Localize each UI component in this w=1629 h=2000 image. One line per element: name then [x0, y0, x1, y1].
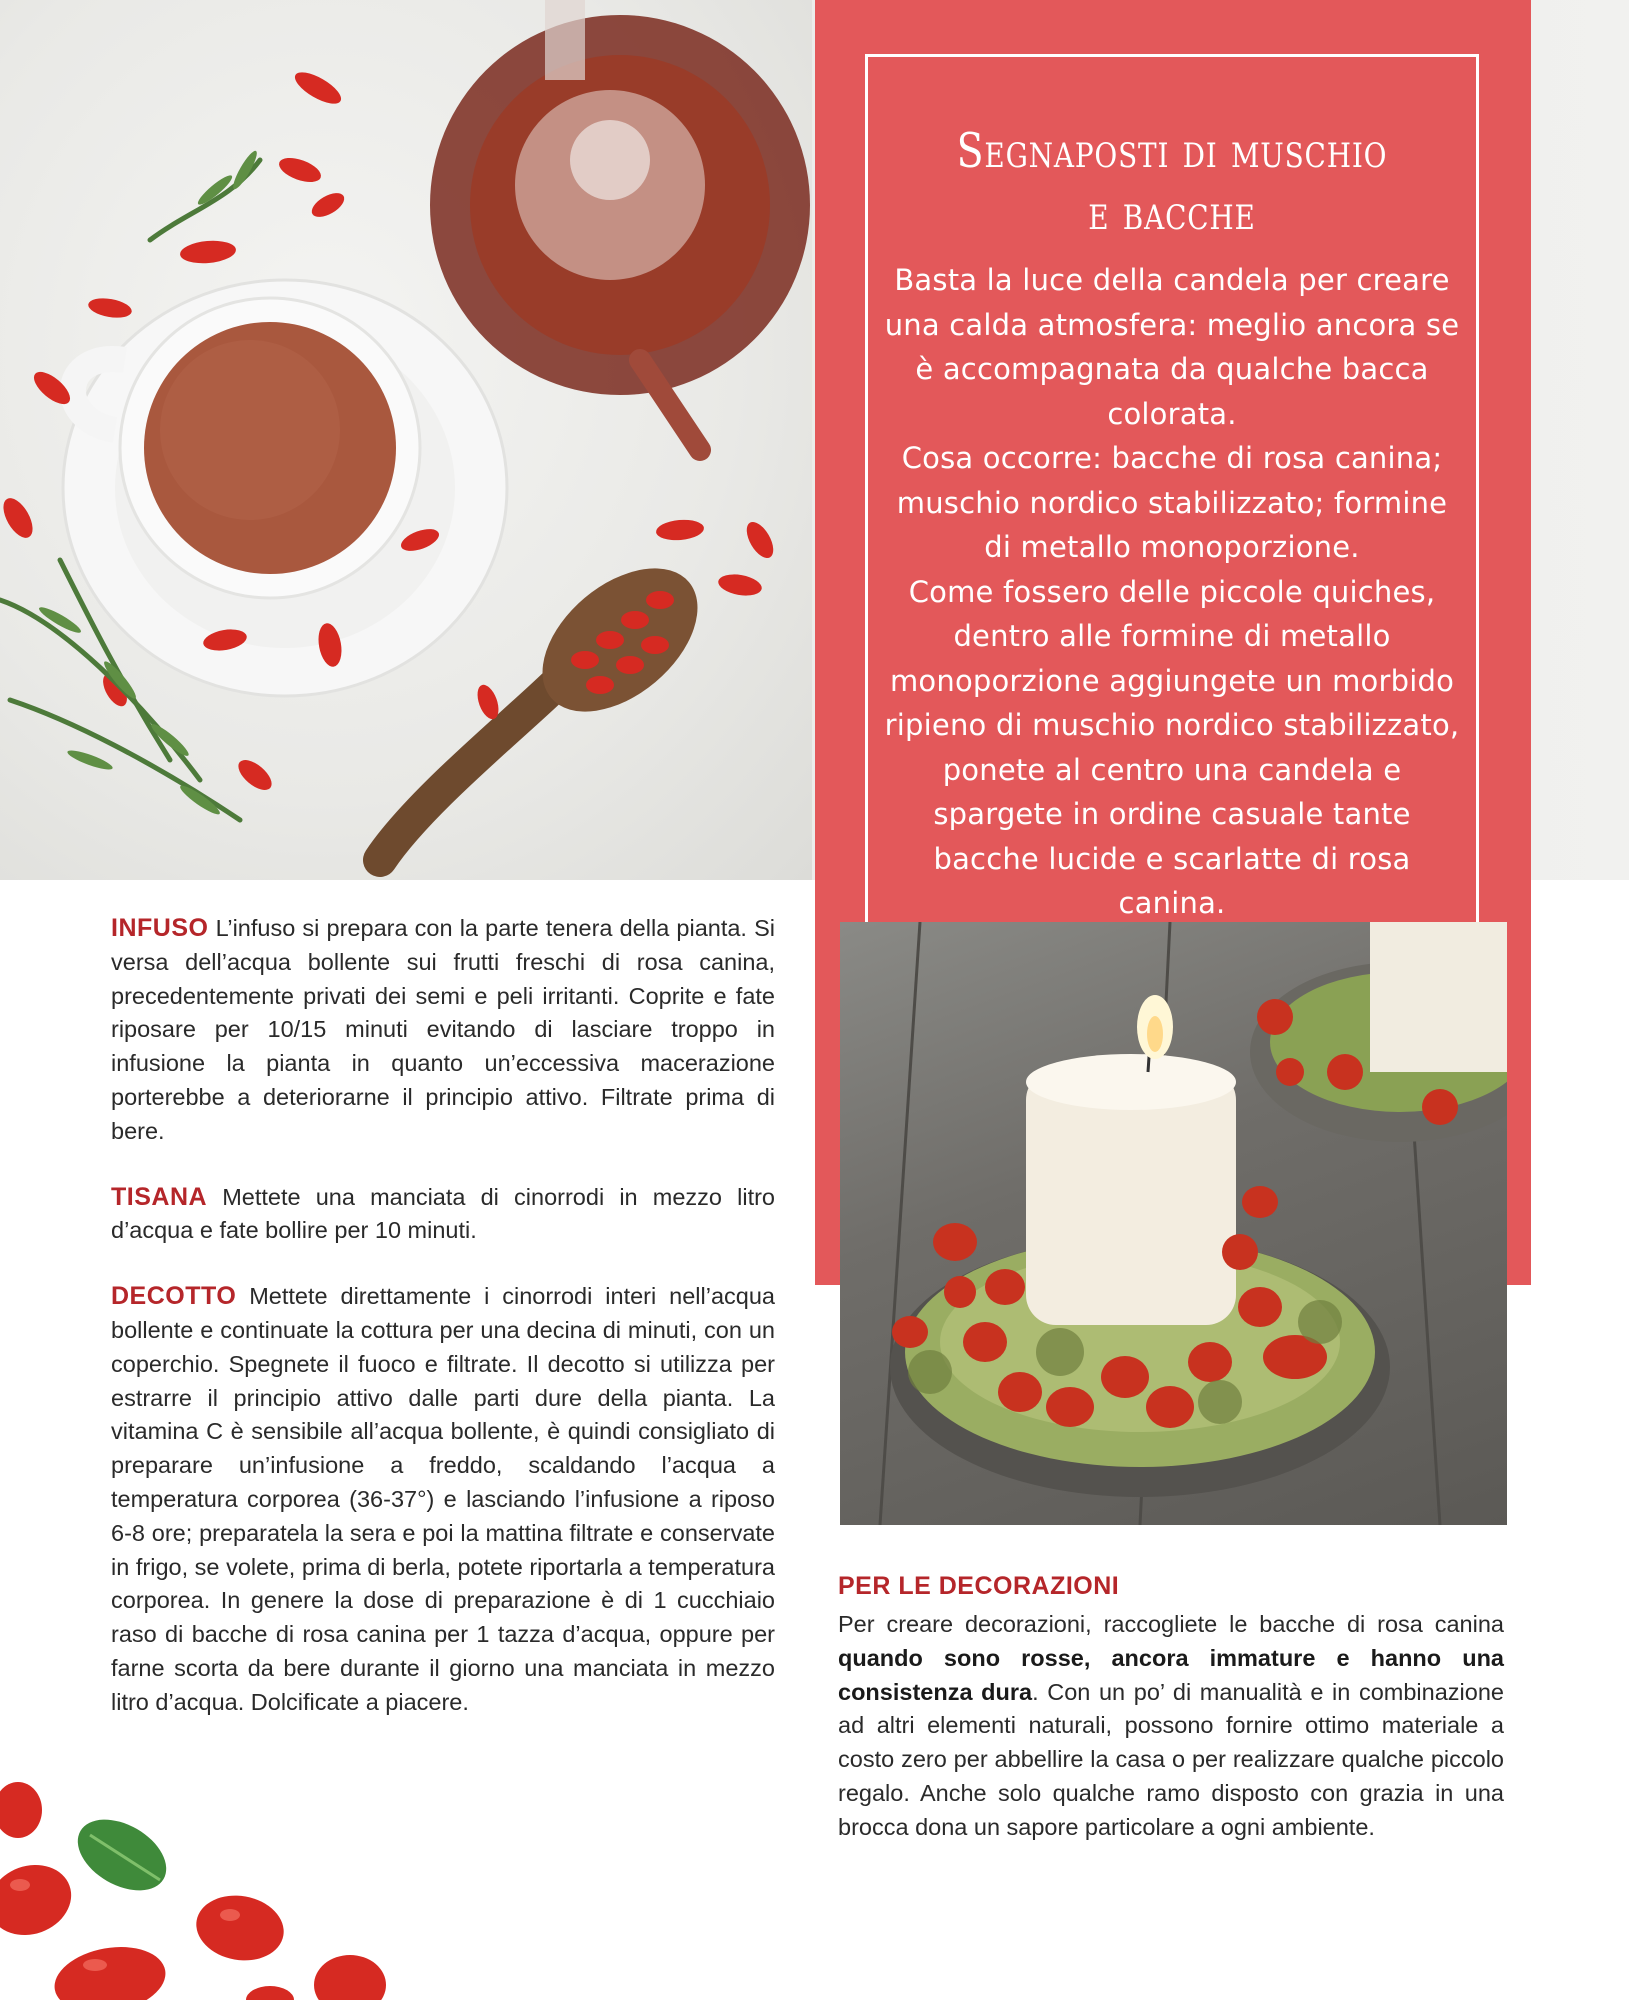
panel-title-line1: Segnaposti di muschio	[956, 123, 1388, 179]
left-column	[111, 912, 775, 1752]
candle-photo	[840, 922, 1507, 1525]
infuso-label: INFUSO	[111, 914, 209, 942]
decorations-text-before: Per creare decorazioni, raccogliete le bacche di rosa canina	[838, 1611, 1504, 1637]
panel-title	[933, 120, 1412, 244]
panel-paragraph-materials: Cosa occorre: bacche di rosa canina; muschio nordico stabilizzato; formine di metallo monoporzione.	[896, 441, 1448, 564]
infuso-paragraph	[111, 912, 775, 1149]
tisana-paragraph	[111, 1181, 775, 1249]
decorations-text	[838, 1608, 1504, 1845]
decotto-text: Mettete direttamente i cinorrodi interi nell’acqua bollente e continuate la cottura per una decina di minuti, con un coperchio. Spegnete il fuoco e filtrate. Il decotto si utilizza per estrarre il principio attivo dalle parti dure della pianta. La vitamina C è sensibile all’acqua bollente, è quindi consigliato di preparare un’infusione a freddo, scaldando l’acqua a temperatura corporea (36-37°) e lasciando l’infusione a riposo 6-8 ore; preparatela la sera e poi la mattina filtrate e conservate in frigo, se volete, prima di berla, potete riportarla a temperatura corporea. In genere la dose di preparazione è di 1 cucchiaio raso di bacche di rosa canina per 1 tazza d’acqua, oppure per farne scorta da bere durante il giorno una manciata in mezzo litro d’acqua. Dolcificate a piacere.	[111, 1283, 775, 1715]
berries-illustration	[0, 1760, 400, 2000]
tisana-label: TISANA	[111, 1182, 208, 1211]
panel-title-line2: e bacche	[1088, 185, 1256, 241]
panel-text	[880, 258, 1464, 926]
decorations-text-after: . Con un po’ di manualità e in combinazione ad altri elementi naturali, possono fornire ottimo materiale a costo zero per abbellire la casa o per realizzare qualche piccolo regalo. Anche solo qualche ramo disposto con grazia in una brocca dona un sapore particolare a ogni ambiente.	[838, 1678, 1504, 1840]
decorations-title: PER LE DECORAZIONI	[838, 1572, 1120, 1600]
tisana-text: Mettete una manciata di cinorrodi in mezzo litro d’acqua e fate bollire per 10 minuti.	[111, 1183, 775, 1244]
decorations-text-bold: quando sono rosse, ancora immature e hanno una consistenza dura	[838, 1644, 1504, 1705]
decotto-label: DECOTTO	[111, 1282, 237, 1311]
panel-paragraph-instructions: Come fossero delle piccole quiches, dentro alle formine di metallo monoporzione aggiungete un morbido ripieno di muschio nordico stabilizzato, ponete al centro una candela e spargete in ordine casuale tante bacche lucide e scarlatte di rosa canina.	[884, 574, 1460, 920]
tea-photo	[0, 0, 812, 880]
panel-paragraph-intro: Basta la luce della candela per creare una calda atmosfera: meglio ancora se è accompagnata da qualche bacca colorata.	[884, 263, 1460, 431]
infuso-text: L’infuso si prepara con la parte tenera della pianta. Si versa dell’acqua bollente sui frutti freschi di rosa canina, precedentemente privati dei semi e peli irritanti. Coprite e fate riposare per 10/15 minuti evitando di lasciare troppo in infusione la pianta in quanto un’eccessiva macerazione porterebbe a deteriorarne il principio attivo. Filtrate prima di bere.	[111, 915, 775, 1144]
decotto-paragraph	[111, 1280, 775, 1719]
